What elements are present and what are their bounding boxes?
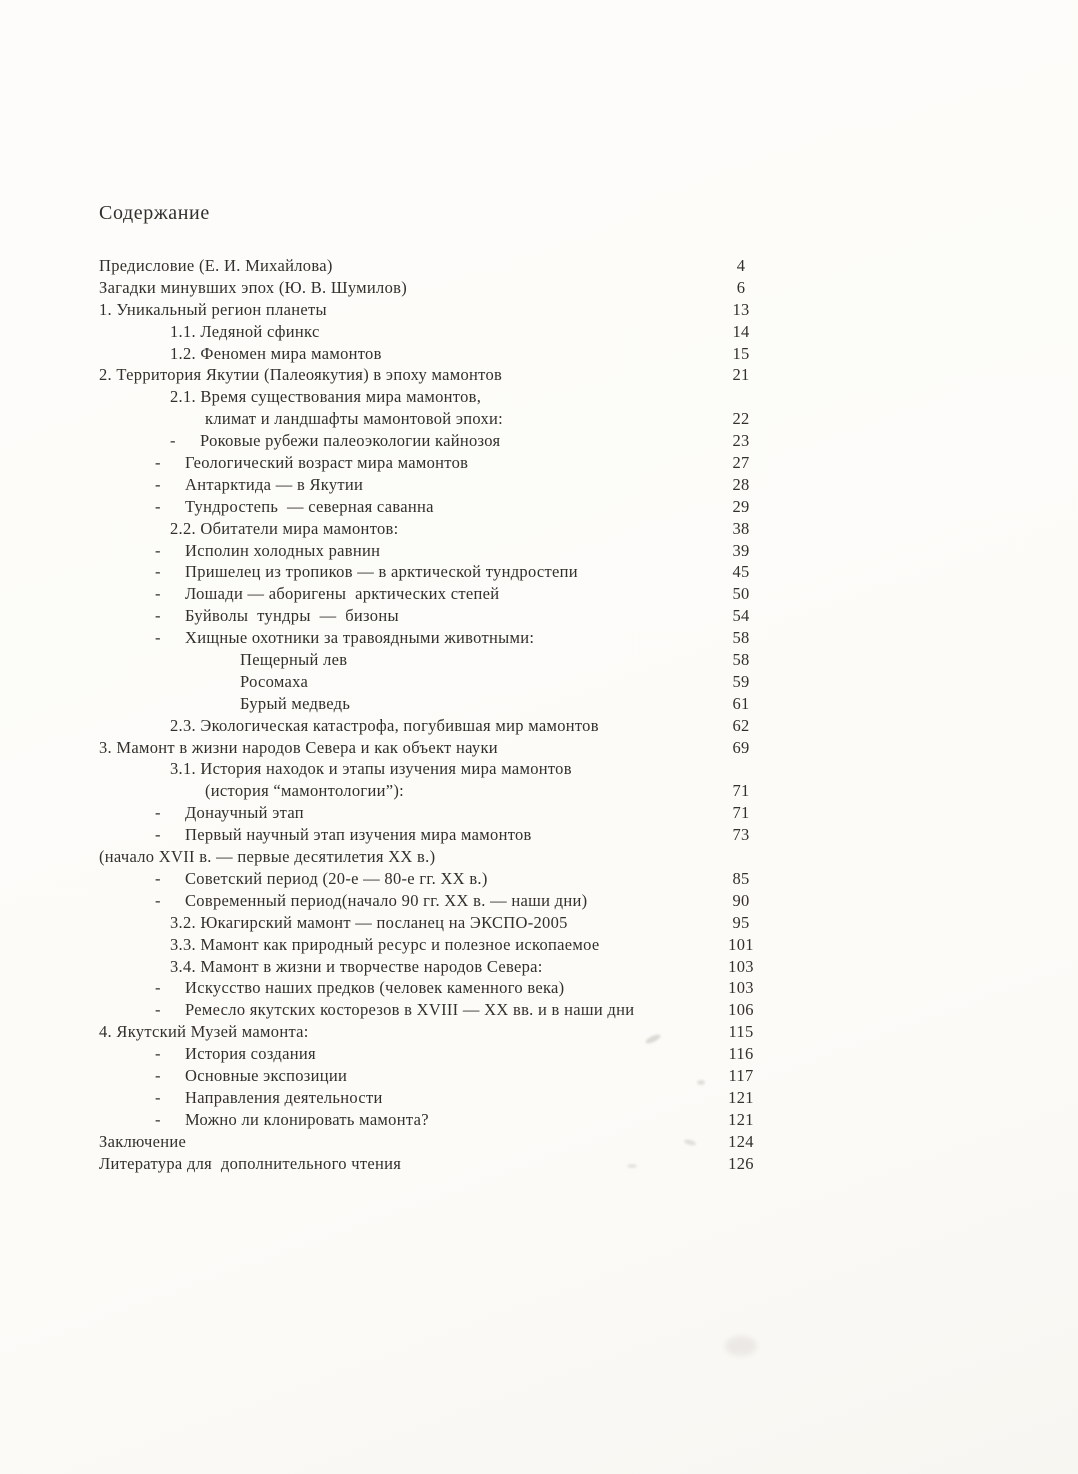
entry-title: 2.3. Экологическая катастрофа, погубившая мир мамонтов <box>170 715 599 735</box>
toc-entry <box>99 649 763 671</box>
page-number: 58 <box>732 650 750 670</box>
entry-title: Можно ли клонировать мамонта? <box>185 1109 429 1129</box>
entry-title: 3. Мамонт в жизни народов Севера и как объект науки <box>99 737 498 757</box>
toc-entry <box>99 737 763 759</box>
entry-dash: - <box>155 1087 161 1107</box>
entry-dash: - <box>155 628 161 648</box>
page-number: 124 <box>728 1131 754 1151</box>
toc-list <box>99 255 763 1174</box>
entry-title: Заключение <box>99 1131 187 1151</box>
entry-title: Загадки минувших эпох (Ю. В. Шумилов) <box>99 277 408 297</box>
toc-entry <box>99 934 763 956</box>
toc-entry <box>99 868 763 890</box>
entry-dash: - <box>155 868 161 888</box>
toc-entry <box>99 956 763 978</box>
entry-title: (начало XVII в. — первые десятилетия XX в.) <box>99 847 436 867</box>
page-number: 126 <box>728 1153 754 1173</box>
page-number: 101 <box>728 934 754 954</box>
page-number: 14 <box>732 321 750 341</box>
page-number: 117 <box>728 1065 754 1085</box>
entry-title: 3.4. Мамонт в жизни и творчестве народов Севера: <box>170 956 543 976</box>
entry-title: Современный период(начало 90 гг. XX в. — наши дни) <box>185 890 588 910</box>
page-number: 13 <box>732 299 750 319</box>
entry-title: Антарктида — в Якутии <box>185 474 364 494</box>
entry-title: Советский период (20-е — 80-е гг. XX в.) <box>185 868 488 888</box>
scan-artifact <box>725 1336 757 1356</box>
entry-title: 2. Территория Якутии (Палеоякутия) в эпоху мамонтов <box>99 365 503 385</box>
entry-dash: - <box>170 431 176 451</box>
entry-title: Бурый медведь <box>240 693 351 713</box>
entry-title: 1. Уникальный регион планеты <box>99 299 327 319</box>
page-number: 90 <box>732 890 750 910</box>
page-number: 115 <box>728 1022 754 1042</box>
page-number: 103 <box>728 956 754 976</box>
toc-entry <box>99 518 763 540</box>
toc-entry <box>99 1109 763 1131</box>
entry-title: Лошади — аборигены арктических степей <box>185 584 500 604</box>
toc-entry <box>99 343 763 365</box>
entry-dash: - <box>155 474 161 494</box>
toc-entry <box>99 802 763 824</box>
toc-entry <box>99 561 763 583</box>
entry-dash: - <box>155 540 161 560</box>
page-number: 62 <box>732 715 750 735</box>
entry-dash: - <box>155 496 161 516</box>
page-number: 22 <box>732 409 750 429</box>
toc-entry <box>99 474 763 496</box>
entry-title: Литература для дополнительного чтения <box>99 1153 402 1173</box>
entry-title: Роковые рубежи палеоэкологии кайнозоя <box>200 431 501 451</box>
entry-title: Росомаха <box>240 671 309 691</box>
entry-title: Донаучный этап <box>185 803 304 823</box>
page-number: 39 <box>732 540 750 560</box>
page-number: 4 <box>736 256 746 275</box>
toc-entry <box>99 693 763 715</box>
entry-title: 3.3. Мамонт как природный ресурс и полезное ископаемое <box>170 934 600 954</box>
toc-entry <box>99 627 763 649</box>
entry-title: Предисловие (Е. И. Михайлова) <box>99 256 333 275</box>
entry-title: (история “мамонтологии”): <box>205 781 405 801</box>
toc-entry <box>99 758 763 780</box>
table-of-contents <box>99 202 763 1174</box>
toc-entry <box>99 540 763 562</box>
toc-entry <box>99 1153 763 1175</box>
page-number: 28 <box>732 474 750 494</box>
page-title: Содержание <box>99 202 210 224</box>
toc-entry <box>99 890 763 912</box>
entry-title: 2.1. Время существования мира мамонтов, <box>170 387 482 407</box>
toc-entry <box>99 824 763 846</box>
page-number: 103 <box>728 978 754 998</box>
page-number: 21 <box>732 365 750 385</box>
toc-entry <box>99 496 763 518</box>
entry-dash: - <box>155 890 161 910</box>
page-number: 95 <box>732 912 750 932</box>
toc-entry <box>99 1021 763 1043</box>
toc-entry <box>99 408 763 430</box>
page-number: 29 <box>732 496 750 516</box>
toc-entry <box>99 1131 763 1153</box>
page-number: 121 <box>728 1087 754 1107</box>
entry-title: 3.1. История находок и этапы изучения мира мамонтов <box>170 759 572 779</box>
entry-title: Направления деятельности <box>185 1087 383 1107</box>
page-number: 85 <box>732 868 750 888</box>
entry-dash: - <box>155 1000 161 1020</box>
page-number: 6 <box>736 277 746 297</box>
page-number: 71 <box>732 781 750 801</box>
entry-dash: - <box>155 562 161 582</box>
page-number: 45 <box>732 562 750 582</box>
entry-title: Тундростепь — северная саванна <box>185 496 434 516</box>
entry-title: Ремесло якутских косторезов в XVIII — XX вв. и в наши дни <box>185 1000 635 1020</box>
page-number: 69 <box>732 737 750 757</box>
toc-entry <box>99 321 763 343</box>
page-number: 50 <box>732 584 750 604</box>
page-number: 73 <box>732 825 750 845</box>
toc-entry <box>99 430 763 452</box>
entry-dash: - <box>155 1044 161 1064</box>
entry-title: Геологический возраст мира мамонтов <box>185 453 469 473</box>
entry-title: Первый научный этап изучения мира мамонтов <box>185 825 532 845</box>
toc-entry <box>99 386 763 408</box>
toc-entry <box>99 977 763 999</box>
page-number: 23 <box>732 431 750 451</box>
entry-title: Пришелец из тропиков — в арктической тундростепи <box>185 562 578 582</box>
toc-entry <box>99 452 763 474</box>
toc-entry <box>99 912 763 934</box>
entry-dash: - <box>155 825 161 845</box>
page-number: 61 <box>732 693 750 713</box>
toc-entry <box>99 605 763 627</box>
toc-entry <box>99 277 763 299</box>
toc-entry <box>99 299 763 321</box>
entry-title: климат и ландшафты мамонтовой эпохи: <box>205 409 504 429</box>
toc-entry <box>99 999 763 1021</box>
entry-title: 2.2. Обитатели мира мамонтов: <box>170 518 399 538</box>
entry-dash: - <box>155 453 161 473</box>
page-number: 54 <box>732 606 750 626</box>
entry-dash: - <box>155 1065 161 1085</box>
entry-title: Основные экспозиции <box>185 1065 348 1085</box>
entry-dash: - <box>155 1109 161 1129</box>
entry-title: 4. Якутский Музей мамонта: <box>99 1022 309 1042</box>
entry-dash: - <box>155 584 161 604</box>
entry-title: 3.2. Юкагирский мамонт — посланец на ЭКСПО-2005 <box>170 912 568 932</box>
toc-entry <box>99 846 763 868</box>
page-number: 38 <box>732 518 750 538</box>
page-number: 58 <box>732 628 750 648</box>
toc-entry <box>99 1065 763 1087</box>
toc-entry <box>99 583 763 605</box>
entry-title: 1.2. Феномен мира мамонтов <box>170 343 382 363</box>
toc-entry <box>99 255 763 277</box>
toc-entry <box>99 671 763 693</box>
toc-entry <box>99 1087 763 1109</box>
toc-entry <box>99 1043 763 1065</box>
entry-dash: - <box>155 803 161 823</box>
entry-title: Хищные охотники за травоядными животными: <box>185 628 535 648</box>
page-number: 106 <box>728 1000 754 1020</box>
toc-entry <box>99 715 763 737</box>
page-number: 59 <box>732 671 750 691</box>
entry-title: Пещерный лев <box>240 650 348 670</box>
entry-title: Искусство наших предков (человек каменного века) <box>185 978 565 998</box>
page-number: 27 <box>732 453 750 473</box>
page-number: 121 <box>728 1109 754 1129</box>
toc-entry <box>99 364 763 386</box>
entry-title: История создания <box>185 1044 316 1064</box>
entry-dash: - <box>155 606 161 626</box>
toc-entry <box>99 780 763 802</box>
entry-title: Исполин холодных равнин <box>185 540 381 560</box>
page-number: 15 <box>732 343 750 363</box>
page-number: 71 <box>732 803 750 823</box>
entry-dash: - <box>155 978 161 998</box>
entry-title: 1.1. Ледяной сфинкс <box>170 321 320 341</box>
page-number: 116 <box>728 1044 754 1064</box>
entry-title: Буйволы тундры — бизоны <box>185 606 399 626</box>
